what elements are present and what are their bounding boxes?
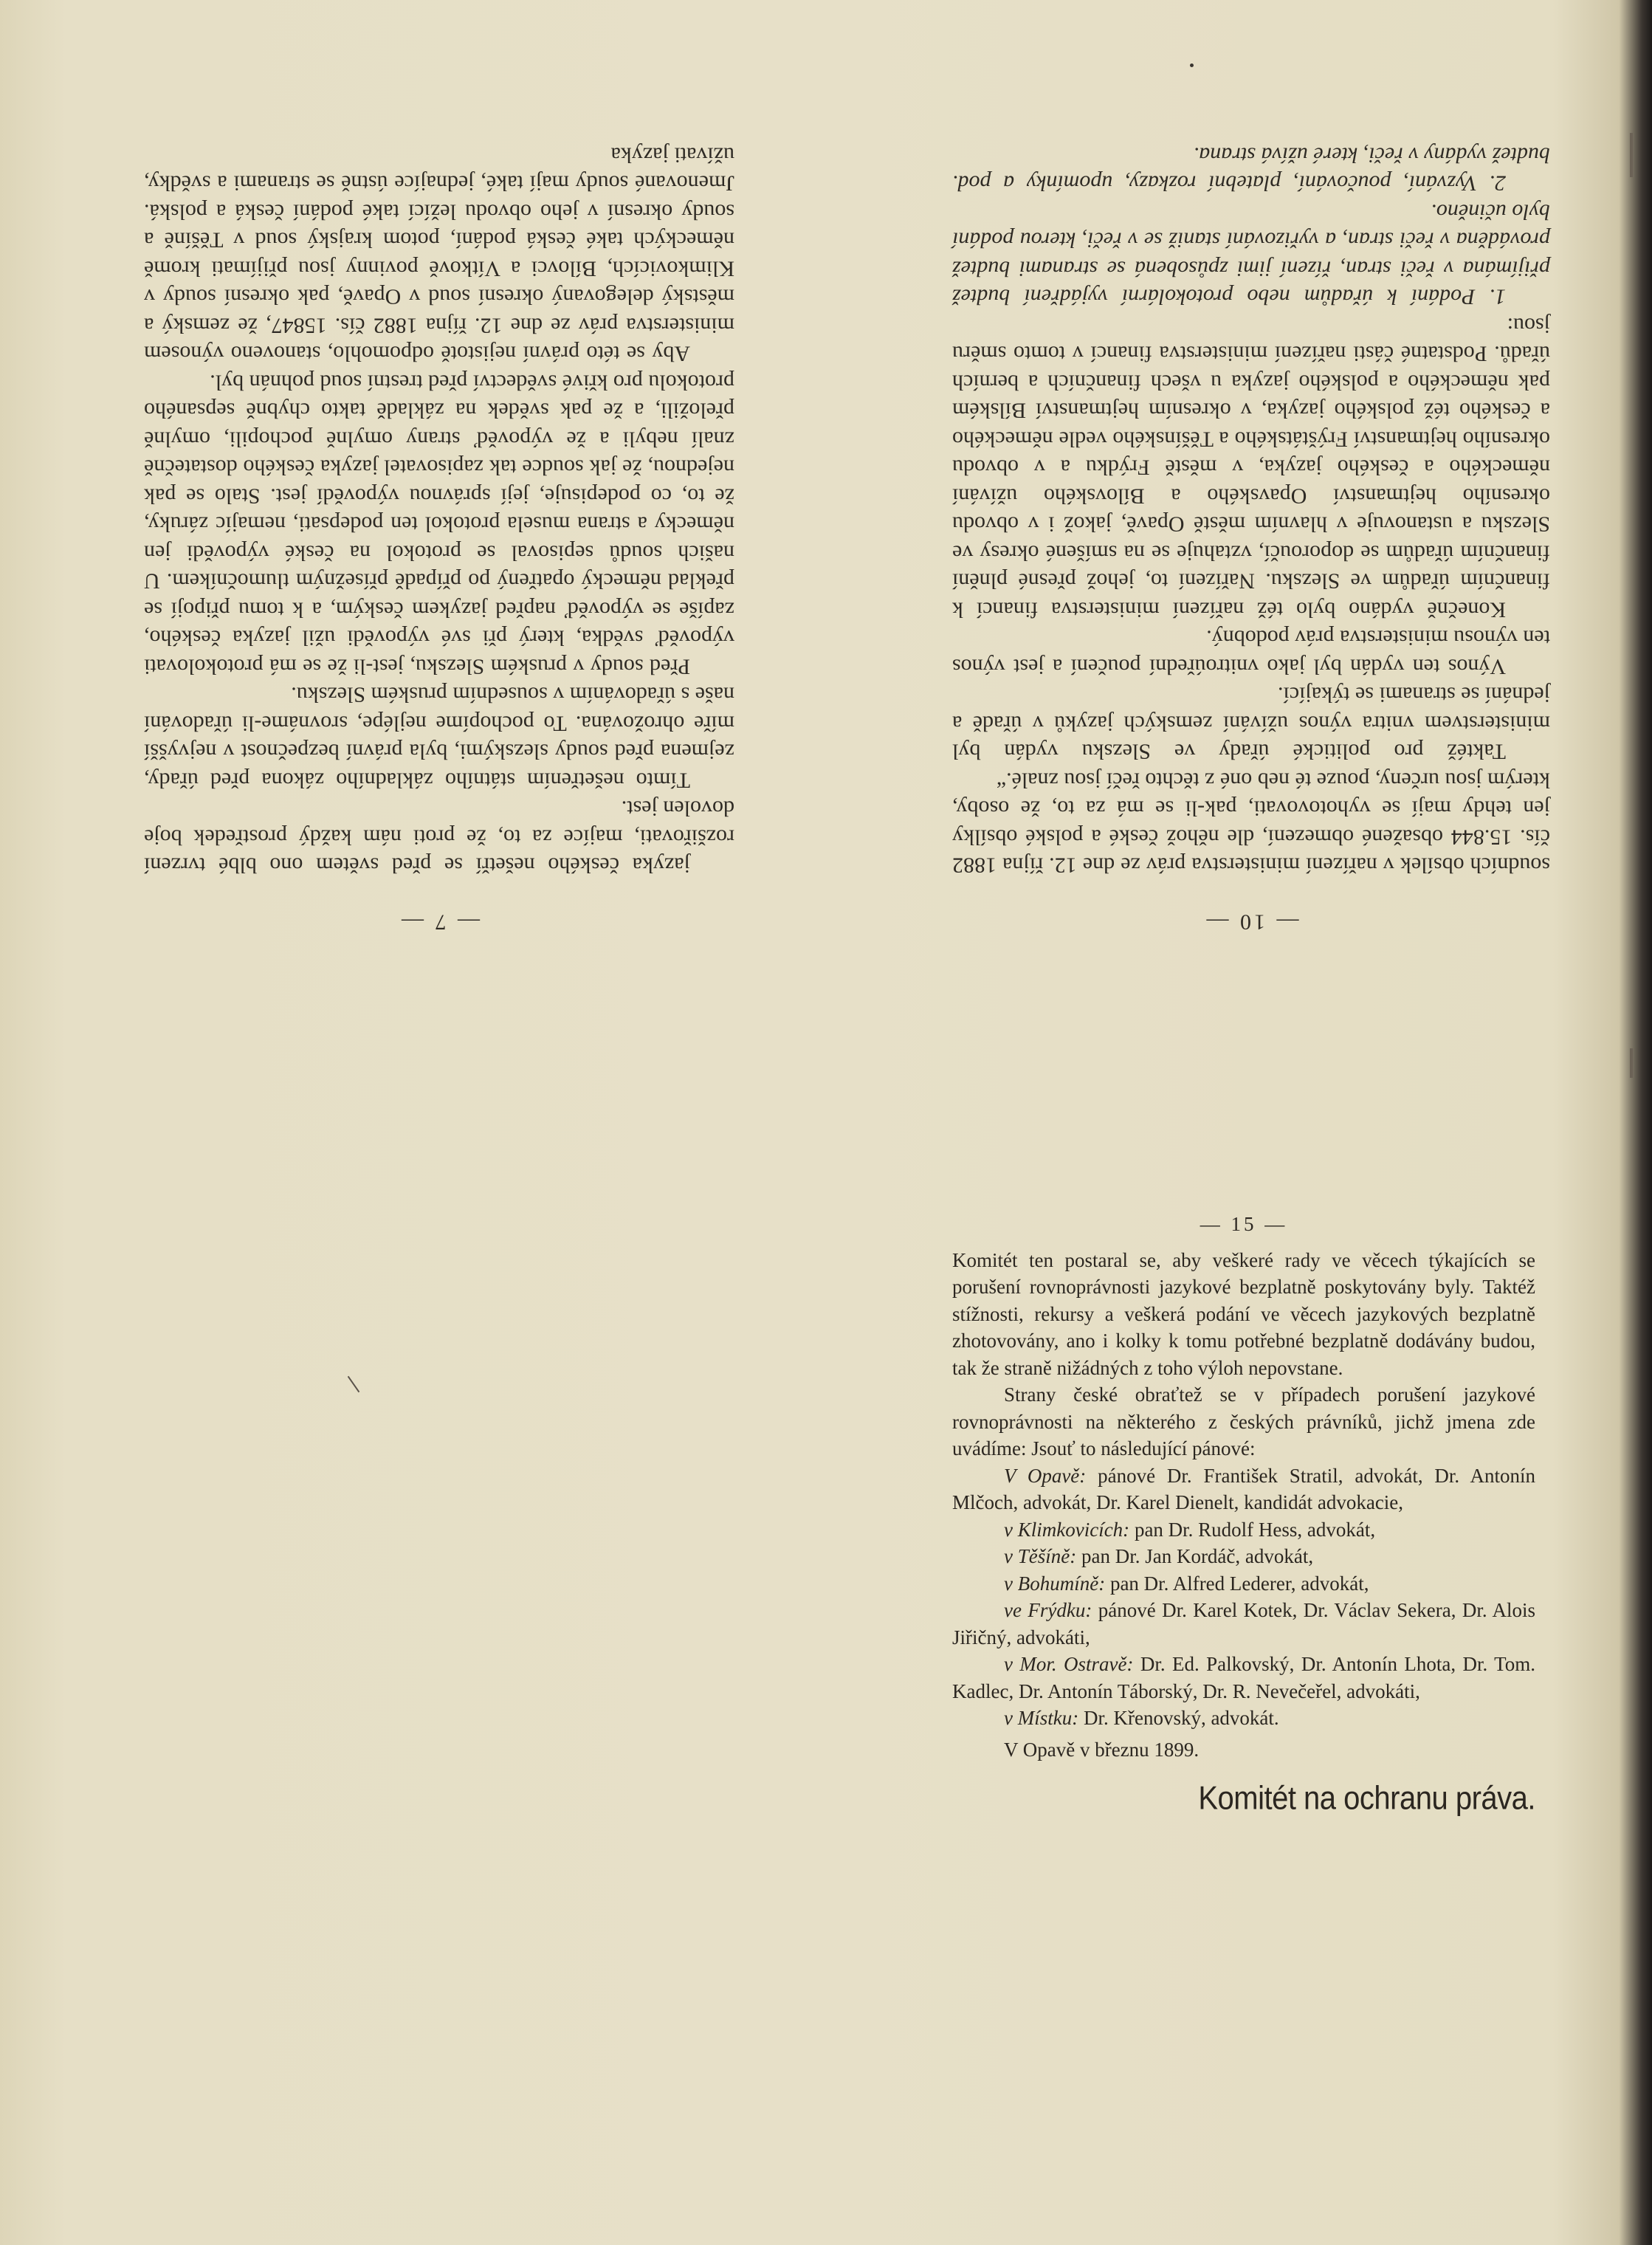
lawyer-names: Dr. Křenovský, advokát.: [1083, 1707, 1279, 1729]
place-name: v Klimkovicích:: [1004, 1518, 1130, 1541]
lawyer-names: pan Dr. Rudolf Hess, advokát,: [1134, 1518, 1376, 1541]
place-name: v Těšíně:: [1004, 1545, 1077, 1567]
lawyer-names: pan Dr. Alfred Lederer, advokát,: [1109, 1572, 1369, 1595]
page-number: — 7 —: [399, 910, 480, 935]
lawyer-entry: [952, 1570, 1535, 1598]
page-7-inverted: [144, 140, 734, 936]
paragraph: Aby se této právní nejistotě odpomohlo, stanoveno výnosem ministerstva práv ze dne 12. října 1882 čís. 15847, že zemský a městský delegovaný okresní soud v Opavě, pak okresní soudy v Klimkovicích, Bílovci a Vítkově povinny jsou přijímati kromě německých také česká podání, potom krajský soud v Těšíně a soudy okresní v jeho obvodu ležící také podání česká a polská. Jmenované soudy mají také, jednajíce ústně se stranami a svědky, užívati jazyka: [144, 142, 734, 366]
place-name: v Místku:: [1004, 1707, 1079, 1729]
lawyer-entry: [952, 1651, 1535, 1705]
paragraph: Výnos ten vydán byl jako vnitroúřední poučení a jest výnos ten výnosu ministerstva práv podobný.: [952, 626, 1550, 679]
place-name: v Mor. Ostravě:: [1004, 1653, 1134, 1675]
lawyer-entry: [952, 1543, 1535, 1570]
lawyer-names: pánové Dr. František Stratil, advokát, Dr. Antonín Mlčoch, advokát, Dr. Karel Dienelt, kandidát advokacie,: [952, 1464, 1536, 1513]
scan-speck: [1190, 63, 1194, 67]
paragraph: 1. Podání k úřadům nebo protokolární vyjádření budtež přijímána v řeči stran, řízení jimi způsobená se stranami budtež prováděna v řeči stran, a vyřizování staniž se v řeči, kterou podání bylo učiněno.: [952, 199, 1550, 309]
lawyer-names: Dr. Ed. Palkovský, Dr. Antonín Lhota, Dr. Tom. Kadlec, Dr. Antonín Táborský, Dr. R. Nevečeřel, advokáti,: [952, 1653, 1535, 1702]
paragraph: soudních obsílek v nařízení ministerstva práv ze dne 12. října 1882 čís. 15.844 obsažené obmezení, dle něhož české a polské obsílky jen tehdy mají se vyhotovovati, pak-li se má za to, že osoby, kterým jsou určeny, pouze té neb oné z těchto řečí jsou znalé.“: [952, 768, 1550, 878]
paragraph: jazyka českého nešetří se před světem ono blbé tvrzení rozšiřovati, majíce za to, že proti nám každý prostředek boje dovolen jest.: [144, 797, 734, 878]
page-15: [952, 1211, 1536, 1817]
signature: Komitét na ochranu práva.: [1198, 1780, 1535, 1817]
lawyer-entry: [952, 1705, 1535, 1732]
paragraph: Konečně vydáno bylo též nařízení ministerstva financí k finančním úřadům ve Slezsku. Nařízení to, jehož přesné plnění finančním úřadům se doporoučí, vztahuje se na smíšené okresy ve Slezsku a ustanovuje v hlavním městě Opavě, jakož i v obvodu okresního hejtmanství Opavského a Bílovského užívání německého a českého jazyka, v městě Frýdku a v obvodu okresního hejtmanství Frýštátského a Těšínského vedle německého a českého též polského jazyka, v okresním hejtmanství Bílském pak německého a polského jazyka u všech finančních a berních úřadů. Podstatné části nařízení ministerstva financí v tomto směru jsou:: [952, 313, 1550, 622]
paragraph-lawyers-intro: Strany české obraťtež se v případech porušení jazykové rovnoprávnosti na některého z českých právníků, jichž jmena zde uvádíme: Jsouť to následující pánové:: [952, 1383, 1535, 1460]
lawyer-entry: [952, 1597, 1535, 1651]
lawyer-names: pan Dr. Jan Kordáč, advokát,: [1081, 1545, 1314, 1567]
paragraph: 2. Vyzvání, poučování, platební rozkazy, upomínky a pod. budtež vydány v řeči, které užívá strana.: [952, 142, 1550, 196]
binding-edge-mark: [1630, 1048, 1633, 1078]
paragraph: Tímto nešetřením státního základního zákona před úřady, zejmena před soudy slezskými, byla právní bezpečnost v nejvyšší míře ohrožována. To pochopíme nejlépe, srovnáme-li úřadování naše s úřadováním v sousedním pruském Slezsku.: [144, 683, 734, 793]
lawyer-names: pánové Dr. Karel Kotek, Dr. Václav Sekera, Dr. Alois Jiřičný, advokáti,: [952, 1599, 1535, 1648]
page-10-inverted: [952, 140, 1550, 936]
page-number: — 15 —: [1200, 1213, 1288, 1235]
lawyer-entry: [952, 1516, 1535, 1544]
paragraph: Před soudy v pruském Slezsku, jest-li že se má protokolovati výpověď svědka, který při své výpovědi užil jazyka českého, zapíše se výpověď napřed jazykem českým, a k tomu připojí se překlad německý opatřený po případě přísežným tlumočníkem. U našich soudů sepisoval se protokol na české výpovědi jen německy a strana musela protokol ten podepsati, nemajíc záruky, že to, co podepisuje, její správnou výpovědí jest. Stalo se pak nejednou, že jak soudce tak zapisovatel jazyka českého dostatečně znalí nebyli a že výpověď strany omylně pochopili, omylně přeložili, a že pak svědek na základě takto chybně sepsaného protokolu pro křivé svědectví před trestní soud pohnán byl.: [144, 370, 734, 679]
place-name: v Bohumíně:: [1004, 1572, 1106, 1595]
paragraph: Taktéž pro politické úřady ve Slezsku vydán byl ministerstvem vnitra výnos užívání zemských jazyků v úřadě a jednání se stranami se týkající.: [952, 683, 1550, 764]
place-name: ve Frýdku:: [1004, 1599, 1092, 1621]
paragraph-intro: Komitét ten postaral se, aby veškeré rady ve věcech týkajících se porušení rovnoprávnosti jazykové bezplatně poskytovány byly. Taktéž stížnosti, rekursy a veškerá podání ve věcech jazykových bezplatně zhotovovány, ano i kolky k tomu potřebné bezplatně dodávány budou, tak že straně nižádných z toho výloh nepovstane.: [952, 1248, 1535, 1379]
binding-edge-mark: [1630, 133, 1633, 177]
place-name: V Opavě:: [1004, 1464, 1087, 1487]
lawyer-entry: [952, 1462, 1535, 1516]
page-number: — 10 —: [1203, 910, 1299, 935]
date-line: V Opavě v březnu 1899.: [1004, 1738, 1200, 1761]
